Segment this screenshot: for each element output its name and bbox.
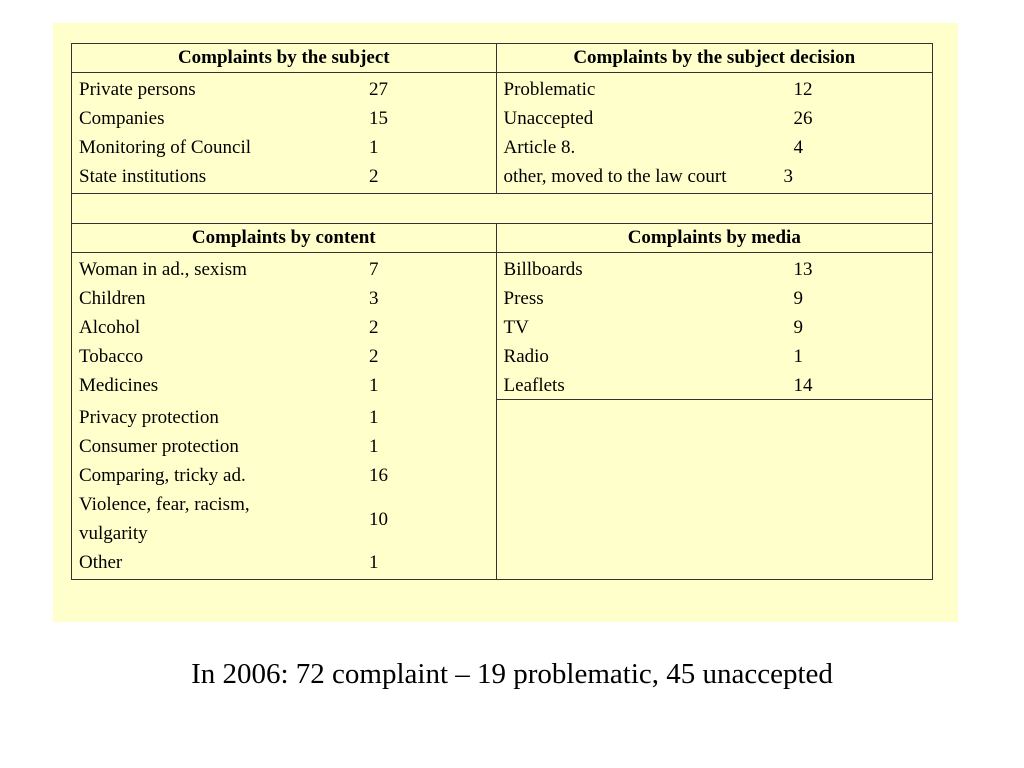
list-item: [504, 104, 932, 133]
list-item: [79, 548, 496, 577]
item-value: 1: [369, 407, 379, 428]
spacer-row: [72, 194, 933, 224]
item-label: Privacy protection: [79, 407, 219, 428]
list-item: [504, 371, 932, 400]
item-label: Radio: [503, 346, 549, 367]
item-value: 4: [793, 137, 804, 158]
item-value: 10: [369, 508, 388, 530]
item-label: Leaflets: [503, 375, 565, 396]
by-subject-cell: [72, 73, 497, 194]
item-label: Children: [79, 288, 146, 309]
by-decision-list: [497, 73, 932, 193]
item-value: 14: [793, 375, 813, 396]
item-label: TV: [503, 317, 529, 338]
list-item: [79, 371, 496, 400]
item-label: Unaccepted: [503, 108, 594, 129]
list-item: [79, 342, 496, 371]
item-value: 1: [793, 346, 804, 367]
list-item: [79, 284, 496, 313]
item-value: 1: [369, 137, 379, 158]
item-label: Comparing, tricky ad.: [79, 465, 246, 486]
item-value: 9: [793, 317, 804, 338]
item-value: 3: [783, 166, 794, 187]
item-value: 9: [793, 288, 804, 309]
list-item: [504, 162, 932, 191]
summary-caption: In 2006: 72 complaint – 19 problematic, 45 unaccepted: [191, 658, 833, 690]
item-label: Private persons: [79, 79, 196, 100]
item-value: 13: [793, 259, 813, 280]
item-label: Press: [503, 288, 544, 309]
list-item: [79, 75, 496, 104]
item-label: Woman in ad., sexism: [79, 259, 247, 280]
list-item: [79, 432, 496, 461]
list-item: [504, 284, 932, 313]
item-label: Article 8.: [503, 137, 576, 158]
item-label: Consumer protection: [79, 436, 239, 457]
list-item: [504, 342, 932, 371]
item-label: Billboards: [503, 259, 583, 280]
item-label: Tobacco: [79, 346, 144, 367]
list-item: [79, 104, 496, 133]
complaints-table: [71, 43, 933, 580]
item-label: Alcohol: [79, 317, 141, 338]
by-media-list: [497, 253, 932, 400]
list-item: [79, 313, 496, 342]
by-subject-list: [72, 73, 496, 193]
list-item: [504, 255, 932, 284]
list-item: [79, 403, 496, 432]
table-panel: [53, 23, 958, 622]
item-value: 7: [369, 259, 379, 280]
item-value: 15: [369, 108, 388, 129]
item-value: 27: [369, 79, 388, 100]
item-label: Other: [79, 552, 123, 573]
by-decision-heading: Complaints by the subject decision: [496, 44, 932, 73]
by-content-list: [72, 253, 496, 579]
item-value: 1: [369, 375, 379, 396]
item-value: 2: [369, 346, 379, 367]
item-label: Monitoring of Council: [79, 137, 252, 158]
by-content-heading: Complaints by content: [72, 224, 497, 253]
list-item: [79, 255, 496, 284]
item-label: Medicines: [79, 375, 159, 396]
by-media-heading: Complaints by media: [496, 224, 932, 253]
item-value: 16: [369, 465, 388, 486]
item-label: Violence, fear, racism, vulgarity: [79, 494, 250, 544]
item-value: 2: [369, 317, 379, 338]
by-subject-heading: Complaints by the subject: [72, 44, 497, 73]
item-value: 12: [793, 79, 813, 100]
item-label: State institutions: [79, 166, 207, 187]
item-value: 1: [369, 436, 379, 457]
list-item: [79, 133, 496, 162]
list-item: [504, 313, 932, 342]
item-value: 3: [369, 288, 379, 309]
item-value: 1: [369, 552, 379, 573]
item-label: Companies: [79, 108, 165, 129]
item-label: Problematic: [503, 79, 596, 100]
item-label: other, moved to the law court: [503, 166, 727, 187]
list-item: [79, 490, 496, 548]
list-item: [79, 162, 496, 191]
item-value: 26: [793, 108, 813, 129]
list-item: [504, 75, 932, 104]
item-value: 2: [369, 166, 379, 187]
list-item: [504, 133, 932, 162]
by-decision-cell: [496, 73, 932, 194]
by-content-cell: [72, 253, 497, 580]
by-media-cell: [496, 253, 932, 580]
list-item: [79, 461, 496, 490]
